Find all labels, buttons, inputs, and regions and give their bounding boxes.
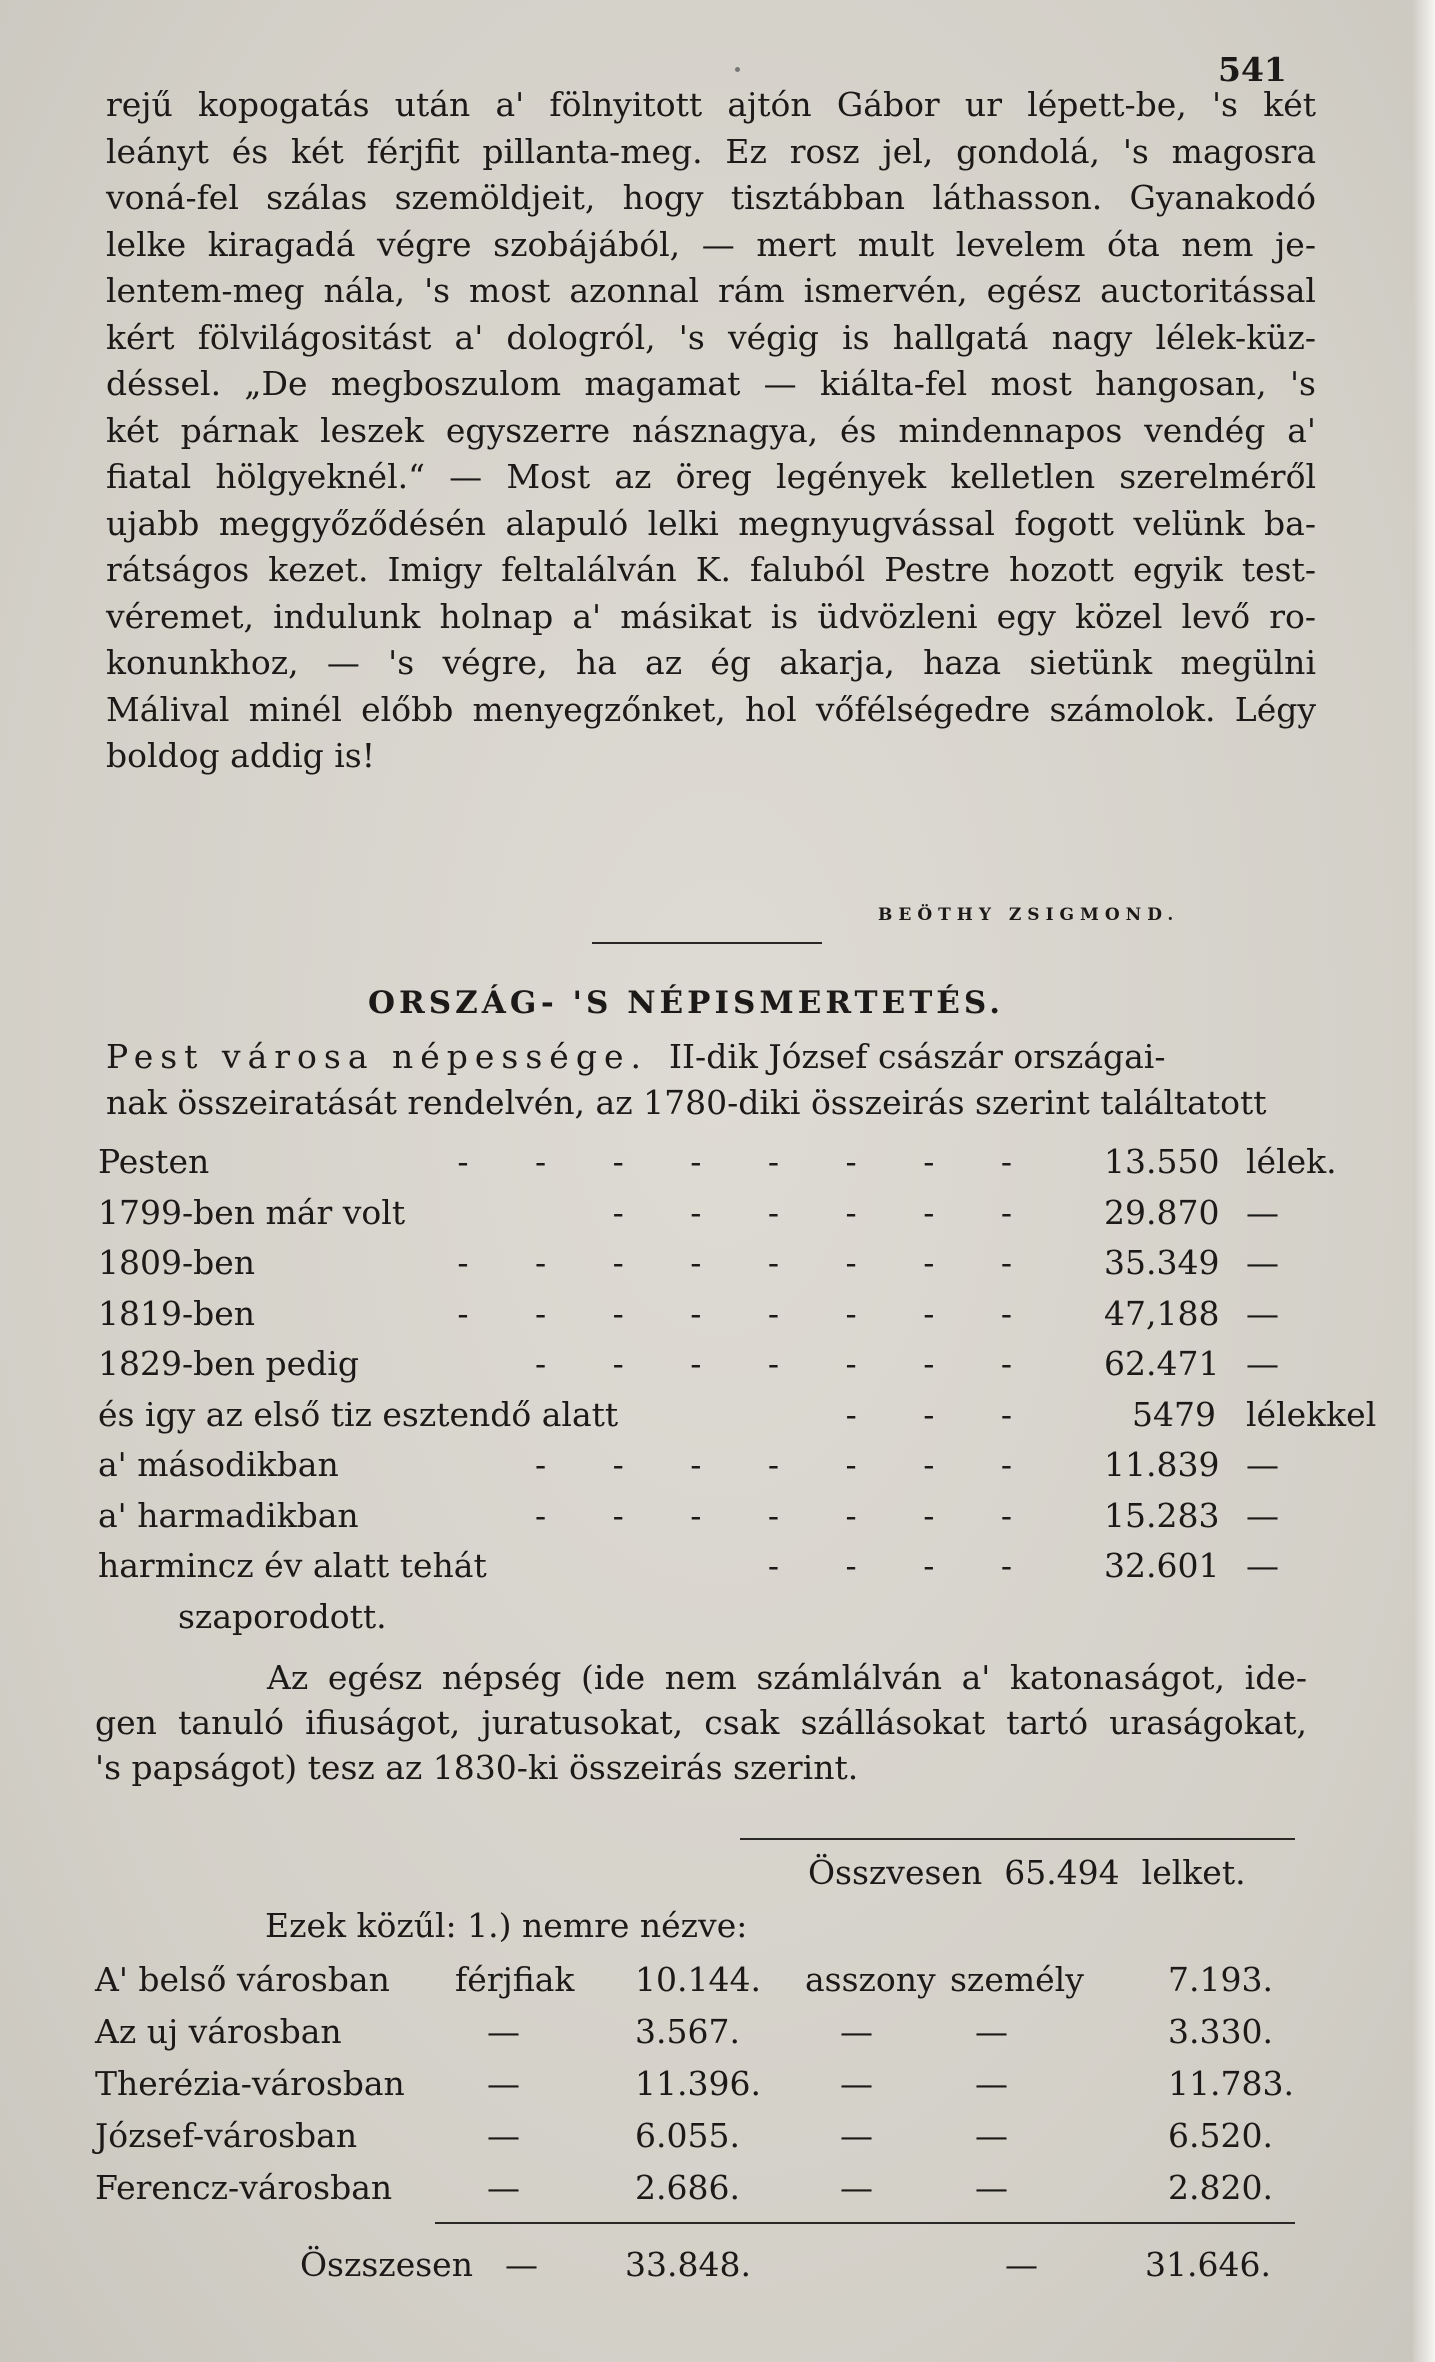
leader-dashes: - - - - - - xyxy=(612,1192,1040,1232)
men-count: 2.686. xyxy=(635,2168,740,2207)
row-value: 32.601 xyxy=(1104,1546,1220,1585)
cell: — xyxy=(1005,2245,1038,2284)
text-line: kért fölvilágositást a' dologról, 's végig is hallgatá nagy lélek-küz- xyxy=(106,317,1316,357)
cell: — xyxy=(975,2116,1008,2155)
row-unit: — xyxy=(1246,1546,1279,1585)
row-unit: — xyxy=(1246,1495,1279,1535)
leader-dashes: - - - - xyxy=(767,1546,1040,1585)
population-row xyxy=(98,1546,1338,1597)
text-line: déssel. „De megboszulom magamat — kiálta-fel most hangosan, 's xyxy=(106,364,1316,403)
row-label: Pesten xyxy=(98,1142,210,1181)
text-line: konunkhoz, — 's végre, ha az ég akarja, haza sietünk megülni xyxy=(106,643,1316,682)
total-unit: lelket. xyxy=(1141,1853,1246,1892)
table-row xyxy=(95,2116,1315,2168)
leader-dashes: - - - - - - - - xyxy=(457,1243,1040,1282)
row-value: 29.870 xyxy=(1104,1192,1220,1232)
table-row xyxy=(95,2012,1315,2064)
divider xyxy=(592,942,822,944)
women-count: 6.520. xyxy=(1168,2116,1273,2155)
text-line: voná-fel szálas szemöldjeit, hogy tisztábban láthasson. Gyanakodó xyxy=(106,178,1316,217)
row-value: 11.839 xyxy=(1104,1445,1220,1484)
lead-line xyxy=(106,1034,1316,1080)
divider xyxy=(740,1838,1295,1840)
row-value: 47,188 xyxy=(1104,1293,1220,1333)
text-line: véremet, indulunk holnap a' másikat is üdvözleni egy közel levő ro- xyxy=(106,596,1316,636)
cell: — xyxy=(487,2012,520,2051)
cell: — xyxy=(840,2168,873,2207)
table-row xyxy=(95,2064,1315,2116)
lead-title: Pest városa népessége. xyxy=(106,1037,648,1076)
cell: férjfiak xyxy=(455,1960,575,1999)
lead-line: nak összeiratását rendelvén, az 1780-diki összeirás szerint találtatott xyxy=(106,1083,1267,1122)
women-count: 3.330. xyxy=(1168,2012,1273,2051)
letter-paragraph xyxy=(106,82,1316,780)
text-line: ujabb meggyőződésén alapuló lelki megnyugvással fogott velünk ba- xyxy=(106,503,1316,543)
total-line xyxy=(808,1853,1268,1892)
text-line: két párnak leszek egyszerre násznagya, és mindennapos vendég a' xyxy=(106,410,1316,450)
row-value: 13.550 xyxy=(1104,1142,1220,1181)
cell: — xyxy=(505,2245,538,2284)
row-unit: — xyxy=(1246,1445,1279,1484)
women-count: 7.193. xyxy=(1168,1960,1273,1999)
text-line: rátságos kezet. Imigy feltalálván K. faluból Pestre hozott egyik test- xyxy=(106,550,1316,589)
cell: asszony xyxy=(805,1960,936,1999)
population-row xyxy=(98,1597,1338,1648)
cell: — xyxy=(487,2168,520,2207)
population-row xyxy=(98,1496,1338,1547)
row-label: 1809-ben xyxy=(98,1243,256,1282)
cell: — xyxy=(840,2064,873,2103)
population-row xyxy=(98,1294,1338,1345)
text-line: Az egész népség (ide nem számlálván a' katonaságot, ide- xyxy=(267,1658,1307,1697)
women-count: 2.820. xyxy=(1168,2168,1273,2207)
ink-spot xyxy=(735,67,740,72)
men-count: 11.396. xyxy=(635,2064,761,2103)
row-unit: — xyxy=(1246,1293,1279,1333)
district-name: Az uj városban xyxy=(95,2012,342,2051)
row-value: 35.349 xyxy=(1104,1243,1220,1282)
text-line: leányt és két férjfit pillanta-meg. Ez rosz jel, gondolá, 's magosra xyxy=(106,131,1316,171)
cell: — xyxy=(975,2012,1008,2051)
text-line: rejű kopogatás után a' fölnyitott ajtón Gábor ur lépett-be, 's két xyxy=(106,85,1316,124)
leader-dashes: - - - - - - - - xyxy=(457,1142,1040,1181)
row-label: harmincz év alatt tehát xyxy=(98,1546,487,1585)
row-value: 62.471 xyxy=(1104,1344,1220,1383)
population-list xyxy=(98,1142,1377,1647)
district-name: A' belső városban xyxy=(95,1960,390,1999)
total-value: 65.494 xyxy=(1004,1853,1120,1892)
men-total: 33.848. xyxy=(625,2245,751,2284)
text-line: fiatal hölgyeknél.“ — Most az öreg legények kelletlen szerelméről xyxy=(106,457,1316,496)
table-row xyxy=(95,1960,1315,2012)
row-unit: — xyxy=(1246,1344,1279,1383)
women-total: 31.646. xyxy=(1145,2245,1271,2284)
row-label: a' másodikban xyxy=(98,1445,339,1484)
lead-paragraph xyxy=(106,1034,1316,1126)
page-number: 541 xyxy=(1218,50,1287,89)
men-count: 10.144. xyxy=(635,1960,761,1999)
men-count: 6.055. xyxy=(635,2116,740,2155)
district-name: József-városban xyxy=(95,2116,358,2155)
table-row xyxy=(95,2168,1315,2220)
page-edge xyxy=(1413,0,1435,2362)
lead-rest: II-dik József császár országai- xyxy=(668,1037,1166,1076)
cell: — xyxy=(487,2064,520,2103)
population-row xyxy=(98,1243,1338,1294)
row-unit: lélek. xyxy=(1246,1142,1337,1181)
row-label: és igy az első tiz esztendő alatt xyxy=(98,1394,619,1434)
row-unit: — xyxy=(1246,1192,1279,1232)
row-label: a' harmadikban xyxy=(98,1495,359,1535)
row-label: 1829-ben pedig xyxy=(98,1344,359,1383)
leader-dashes: - - - - - - - xyxy=(535,1445,1040,1484)
population-row xyxy=(98,1193,1338,1244)
section-heading: ORSZÁG- 'S NÉPISMERTETÉS. xyxy=(368,985,1005,1021)
population-row xyxy=(98,1394,1377,1446)
signature: BEÖTHY ZSIGMOND. xyxy=(878,905,1180,925)
text-line: Málival minél előbb menyegzőnket, hol vőfélségedre számolok. Légy xyxy=(106,689,1316,729)
row-label: 1799-ben már volt xyxy=(98,1192,406,1232)
women-count: 11.783. xyxy=(1168,2064,1294,2103)
district-name: Therézia-városban xyxy=(95,2064,405,2103)
cell: — xyxy=(840,2012,873,2051)
divider xyxy=(435,2222,1295,2224)
leader-dashes: - - - - - - - xyxy=(535,1344,1040,1383)
row-value: 15.283 xyxy=(1104,1495,1220,1535)
text-line: boldog addig is! xyxy=(106,736,375,775)
men-count: 3.567. xyxy=(635,2012,740,2051)
district-table xyxy=(95,1960,1315,2220)
population-row xyxy=(98,1142,1338,1193)
population-row xyxy=(98,1445,1338,1496)
sum-label: Öszszesen xyxy=(300,2245,473,2284)
cell: — xyxy=(487,2116,520,2155)
text-line: lelke kiragadá végre szobájából, — mert mult levelem óta nem je- xyxy=(106,224,1316,264)
cell: személy xyxy=(950,1960,1084,1999)
district-name: Ferencz-városban xyxy=(95,2168,393,2207)
total-label: Összvesen xyxy=(808,1853,983,1892)
row-value: 5479 xyxy=(1132,1394,1216,1434)
row-unit: — xyxy=(1246,1243,1279,1282)
cell: — xyxy=(975,2064,1008,2103)
row-label: 1819-ben xyxy=(98,1293,256,1333)
leader-dashes: - - - - - - - xyxy=(535,1495,1040,1535)
text-line: gen tanuló ifiuságot, juratusokat, csak szállásokat tartó uraságokat, xyxy=(95,1703,1307,1742)
row-label: szaporodott. xyxy=(178,1596,387,1636)
cell: — xyxy=(840,2116,873,2155)
census-paragraph xyxy=(95,1655,1307,1790)
leader-dashes: - - - xyxy=(845,1394,1040,1434)
text-line: lentem-meg nála, 's most azonnal rám ismervén, egész auctoritással xyxy=(106,271,1316,310)
text-line: 's papságot) tesz az 1830-ki összeirás szerint. xyxy=(95,1748,859,1787)
cell: — xyxy=(975,2168,1008,2207)
subsection-caption: Ezek közűl: 1.) nemre nézve: xyxy=(265,1906,748,1945)
population-row xyxy=(98,1344,1338,1395)
leader-dashes: - - - - - - - - xyxy=(457,1293,1040,1333)
row-unit: lélekkel xyxy=(1246,1394,1377,1434)
